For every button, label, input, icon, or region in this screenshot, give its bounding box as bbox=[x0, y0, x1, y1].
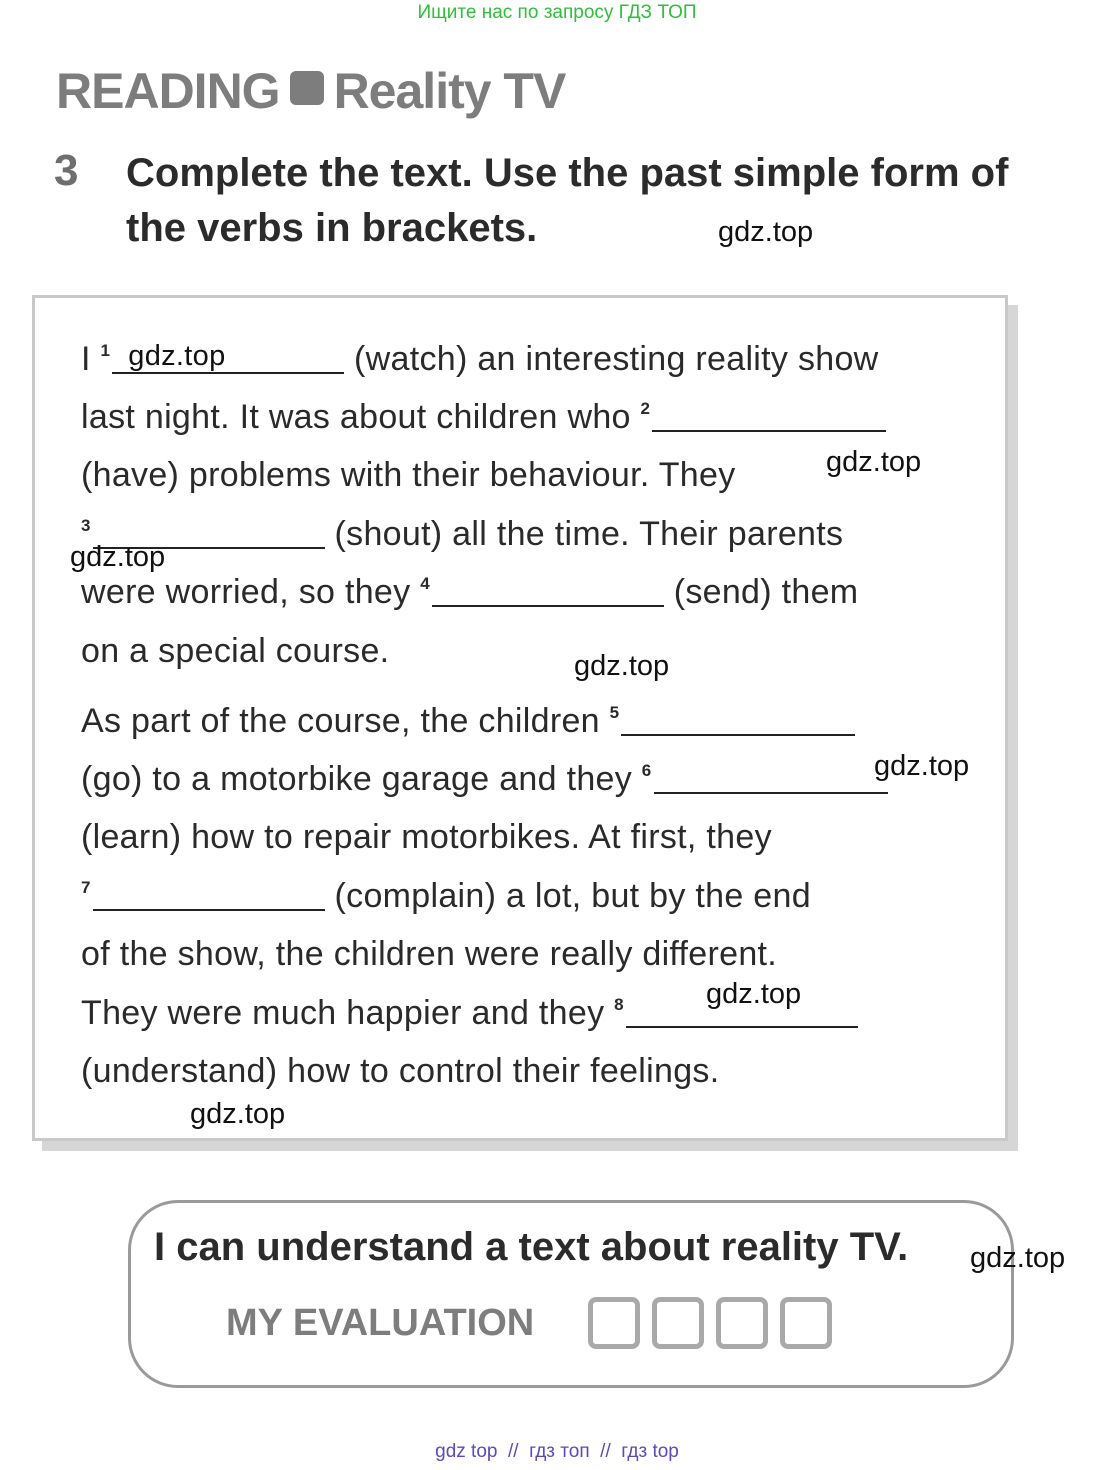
watermark: gdz.top bbox=[970, 1242, 1066, 1274]
text-line-7: As part of the course, the children $^5$ bbox=[81, 702, 855, 741]
watermark: gdz.top bbox=[70, 541, 166, 573]
gap-number: 8 bbox=[614, 995, 624, 1014]
text-line-1: I $^1$ gdz.top (watch) an interesting reality show bbox=[81, 340, 879, 378]
instruction-line-2: the verbs in brackets. bbox=[126, 206, 538, 250]
footer-links: gdz top // гдз топ // гдз top bbox=[435, 1441, 679, 1462]
text-line-5: were worried, so they $^4$ (send) them bbox=[81, 573, 859, 611]
gap-6-input[interactable] bbox=[654, 762, 888, 794]
task-instruction bbox=[126, 146, 1046, 256]
topic-title: Reality TV bbox=[333, 63, 566, 119]
text-line-4: $^3$ (shout) all the time. Their parents bbox=[81, 515, 844, 553]
gap-7-input[interactable] bbox=[93, 879, 325, 911]
evaluation-statement: I can understand a text about reality TV. bbox=[154, 1225, 909, 1269]
gap-number: 5 bbox=[609, 703, 620, 722]
gap-number: 1 bbox=[100, 341, 111, 360]
gap-1-answer: gdz.top bbox=[128, 340, 226, 372]
gap-number: 4 bbox=[420, 574, 430, 593]
evaluation-checkbox-2[interactable] bbox=[652, 1297, 704, 1349]
text-line-3: (have) problems with their behaviour. They bbox=[81, 456, 736, 494]
text-line-11: of the show, the children were really different. bbox=[81, 935, 778, 973]
text-line-2: last night. It was about children who $^2$ bbox=[81, 398, 886, 437]
gap-4-input[interactable] bbox=[432, 575, 664, 607]
watermark: gdz.top bbox=[826, 446, 922, 478]
text-line-12: They were much happier and they $^8$ bbox=[81, 994, 858, 1033]
top-banner: Ищите нас по запросу ГДЗ ТОП bbox=[417, 2, 697, 23]
watermark: gdz.top bbox=[874, 750, 970, 782]
text-line-13: (understand) how to control their feelings. bbox=[81, 1052, 720, 1090]
evaluation-label: MY EVALUATION bbox=[226, 1302, 535, 1344]
evaluation-checkbox-4[interactable] bbox=[780, 1297, 832, 1349]
text-line-9: (learn) how to repair motorbikes. At first, they bbox=[81, 818, 772, 856]
gap-number: 2 bbox=[640, 399, 651, 418]
gap-number: 7 bbox=[81, 878, 91, 897]
text-line-6: on a special course. bbox=[81, 632, 390, 670]
gap-1-input[interactable] bbox=[112, 342, 344, 374]
watermark: gdz.top bbox=[706, 978, 802, 1010]
watermark: gdz.top bbox=[190, 1098, 286, 1130]
evaluation-checkbox-3[interactable] bbox=[716, 1297, 768, 1349]
gap-5-input[interactable] bbox=[621, 704, 855, 736]
instruction-line-1: Complete the text. Use the past simple form of bbox=[126, 151, 1009, 195]
watermark: gdz.top bbox=[574, 650, 670, 682]
gap-number: 3 bbox=[81, 516, 91, 535]
evaluation-checkbox-1[interactable] bbox=[588, 1297, 640, 1349]
text-line-8: (go) to a motorbike garage and they $^6$ bbox=[81, 760, 888, 799]
task-number: 3 bbox=[54, 146, 79, 195]
section-heading bbox=[56, 62, 565, 120]
section-label: READING bbox=[56, 63, 280, 119]
square-bullet-icon bbox=[290, 71, 324, 105]
watermark: gdz.top bbox=[718, 216, 814, 248]
gap-2-input[interactable] bbox=[652, 400, 886, 432]
gap-number: 6 bbox=[641, 761, 652, 780]
text-line-10: $^7$ (complain) a lot, but by the end bbox=[81, 877, 811, 915]
